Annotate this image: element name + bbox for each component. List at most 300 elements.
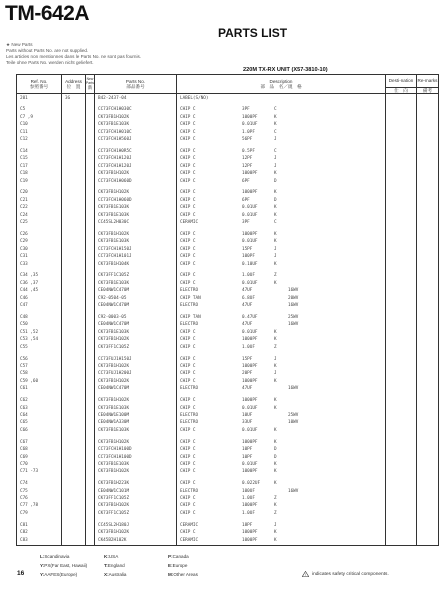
cell-address	[62, 295, 86, 302]
cell-address	[62, 344, 86, 351]
cell-parts-no: CK73FB1H102K	[95, 231, 177, 238]
cell-ref: C10	[17, 121, 62, 128]
table-row	[17, 480, 439, 487]
cell-address	[62, 461, 86, 468]
desc-val: 12PF	[242, 163, 253, 169]
desc-tol: Z	[274, 344, 277, 350]
cell-remarks	[417, 336, 439, 343]
cell-address	[62, 321, 86, 328]
cell-remarks	[417, 212, 439, 219]
cell-address	[62, 189, 86, 196]
cell-address	[62, 114, 86, 121]
desc-tol: C	[274, 148, 277, 154]
desc-tol: J	[274, 522, 277, 528]
table-row	[17, 510, 439, 517]
table-row	[17, 495, 439, 502]
desc-val: 1000PF	[242, 231, 258, 237]
cell-new	[86, 295, 95, 302]
cell-destination	[386, 148, 417, 155]
cell-description	[177, 178, 386, 185]
cell-destination	[386, 253, 417, 260]
cell-address	[62, 121, 86, 128]
desc-tol: K	[274, 405, 277, 411]
cell-address	[62, 212, 86, 219]
desc-name: CHIP TAN	[180, 295, 201, 301]
cell-parts-no: CC45SL2H030C	[95, 219, 177, 226]
cell-remarks	[417, 106, 439, 113]
cell-description	[177, 439, 386, 446]
cell-description	[177, 287, 386, 294]
desc-val: 0.5PF	[242, 148, 255, 154]
desc-name: ELECTRO	[180, 303, 199, 309]
cell-new	[86, 378, 95, 385]
cell-remarks	[417, 321, 439, 328]
cell-new	[86, 510, 95, 517]
desc-rating: 25WV	[288, 315, 299, 320]
desc-val: 1000PF	[242, 114, 258, 120]
cell-new	[86, 446, 95, 453]
desc-name: CHIP C	[180, 231, 196, 237]
cell-destination	[386, 246, 417, 253]
cell-parts-no: CK73FB1H102K	[95, 189, 177, 196]
cell-ref: C11	[17, 129, 62, 136]
cell-ref: C66	[17, 427, 62, 434]
table-row	[17, 238, 439, 245]
table-row	[17, 231, 439, 238]
unit-title: 220M TX-RX UNIT (X57-3810-10)	[243, 67, 328, 73]
desc-tol: D	[274, 454, 277, 460]
cell-destination	[386, 189, 417, 196]
desc-name: CHIP C	[180, 129, 196, 135]
desc-val: 12PF	[242, 156, 253, 162]
cell-ref: C83	[17, 537, 62, 546]
cell-parts-no: CK73FB1E103K	[95, 329, 177, 336]
cell-new	[86, 231, 95, 238]
desc-tol: K	[274, 231, 277, 237]
cell-remarks	[417, 522, 439, 529]
desc-tol: K	[274, 171, 277, 177]
desc-val: 33UF	[242, 420, 253, 426]
cell-address	[62, 280, 86, 287]
cell-destination	[386, 461, 417, 468]
cell-ref: C76	[17, 495, 62, 502]
cell-destination	[386, 314, 417, 321]
table-row	[17, 397, 439, 404]
cell-parts-no: CC73FCH1H0R5C	[95, 148, 177, 155]
desc-name: CHIP C	[180, 344, 196, 350]
cell-destination	[386, 495, 417, 502]
cell-address	[62, 439, 86, 446]
cell-parts-no: CK45B2H102K	[95, 537, 177, 546]
desc-name: CHIP C	[180, 190, 196, 196]
cell-new	[86, 336, 95, 343]
cell-ref: C21	[17, 197, 62, 204]
table-row	[17, 163, 439, 170]
cell-ref: C64	[17, 412, 62, 419]
cell-ref: C53 ,54	[17, 336, 62, 343]
cell-destination	[386, 163, 417, 170]
cell-destination	[386, 370, 417, 377]
cell-parts-no: CK73FB1E103K	[95, 427, 177, 434]
cell-ref: C20	[17, 189, 62, 196]
cell-remarks	[417, 246, 439, 253]
table-row	[17, 363, 439, 370]
desc-name: LABEL(S/NO)	[180, 95, 209, 101]
cell-new	[86, 356, 95, 363]
cell-remarks	[417, 295, 439, 302]
cell-remarks	[417, 136, 439, 143]
cell-address	[62, 129, 86, 136]
cell-ref: C44 ,45	[17, 287, 62, 294]
desc-val: 0.47UF	[242, 315, 258, 320]
cell-remarks	[417, 163, 439, 170]
cell-address	[62, 302, 86, 309]
cell-address	[62, 155, 86, 162]
desc-val: 1.0PF	[242, 129, 255, 135]
cell-address	[62, 170, 86, 177]
cell-destination	[386, 397, 417, 404]
cell-parts-no: CC73FCH1H100D	[95, 446, 177, 453]
desc-name: ELECTRO	[180, 488, 199, 494]
cell-address	[62, 468, 86, 475]
cell-new	[86, 405, 95, 412]
desc-rating: 10WV	[288, 420, 299, 426]
cell-destination	[386, 295, 417, 302]
cell-ref: C79	[17, 510, 62, 517]
cell-new	[86, 197, 95, 204]
cell-remarks	[417, 302, 439, 309]
table-row	[17, 253, 439, 260]
table-row	[17, 178, 439, 185]
desc-name: CERAMIC	[180, 538, 199, 544]
desc-name: CHIP C	[180, 137, 196, 143]
cell-parts-no: CK73FF1C105Z	[95, 495, 177, 502]
cell-parts-no: CE04NW1C470M	[95, 287, 177, 294]
cell-new	[86, 397, 95, 404]
legend-row: Y:PX(Far East, Hawaii) T:England E:Europe	[40, 563, 188, 568]
table-row	[17, 302, 439, 309]
desc-name: ELECTRO	[180, 386, 199, 392]
cell-destination	[386, 378, 417, 385]
cell-new	[86, 502, 95, 509]
cell-destination	[386, 405, 417, 412]
cell-parts-no: C92-0504-05	[95, 295, 177, 302]
desc-name: CHIP C	[180, 398, 196, 404]
desc-val: 0.01UF	[242, 212, 258, 218]
cell-description	[177, 114, 386, 121]
cell-parts-no: CK73FB1H102K	[95, 397, 177, 404]
cell-parts-no: CE04NW1C101M	[95, 488, 177, 495]
desc-rating: 16WV	[288, 303, 299, 309]
cell-destination	[386, 344, 417, 351]
cell-new	[86, 246, 95, 253]
cell-ref: C26	[17, 231, 62, 238]
page-title: PARTS LIST	[218, 26, 288, 40]
table-row	[17, 344, 439, 351]
cell-remarks	[417, 280, 439, 287]
cell-address	[62, 405, 86, 412]
cell-new	[86, 522, 95, 529]
cell-new	[86, 189, 95, 196]
cell-ref: C61	[17, 385, 62, 392]
desc-name: ELECTRO	[180, 288, 199, 294]
cell-address	[62, 197, 86, 204]
table-row	[17, 439, 439, 446]
cell-ref: C70	[17, 461, 62, 468]
cell-new	[86, 238, 95, 245]
desc-val: 1000PF	[242, 171, 258, 177]
desc-tol: K	[274, 329, 277, 335]
table-row	[17, 522, 439, 529]
cell-destination	[386, 231, 417, 238]
desc-val: 6PF	[242, 197, 250, 203]
desc-rating: 16WV	[288, 488, 299, 494]
note-line: Les articles non mentionnes dans le Parts No. ne sont pas fournis.	[6, 54, 142, 59]
cell-destination	[386, 439, 417, 446]
cell-new	[86, 363, 95, 370]
cell-remarks	[417, 94, 439, 102]
table-row	[17, 148, 439, 155]
cell-address	[62, 336, 86, 343]
cell-destination	[386, 94, 417, 102]
cell-ref: C71 -73	[17, 468, 62, 475]
cell-new	[86, 302, 95, 309]
cell-parts-no: CC73FUJ1H150J	[95, 356, 177, 363]
cell-destination	[386, 197, 417, 204]
cell-description	[177, 329, 386, 336]
table-row	[17, 155, 439, 162]
desc-val: 100PF	[242, 254, 255, 260]
desc-val: 0.01UF	[242, 239, 258, 245]
desc-tol: K	[274, 114, 277, 120]
cell-address	[62, 480, 86, 487]
cell-description	[177, 295, 386, 302]
desc-tol: Z	[274, 273, 277, 279]
cell-description	[177, 189, 386, 196]
table-row	[17, 295, 439, 302]
cell-description	[177, 427, 386, 434]
cell-remarks	[417, 495, 439, 502]
cell-destination	[386, 356, 417, 363]
cell-description	[177, 488, 386, 495]
cell-parts-no: CE04NW1C470M	[95, 385, 177, 392]
desc-tol: K	[274, 378, 277, 384]
desc-name: CHIP C	[180, 273, 196, 279]
cell-destination	[386, 114, 417, 121]
table-row	[17, 170, 439, 177]
table-row	[17, 246, 439, 253]
cell-address	[62, 163, 86, 170]
cell-destination	[386, 261, 417, 268]
table-row	[17, 121, 439, 128]
cell-new	[86, 178, 95, 185]
desc-val: 0.01UF	[242, 405, 258, 411]
desc-val: 47UF	[242, 386, 253, 392]
desc-val: 1000PF	[242, 538, 258, 544]
cell-new	[86, 280, 95, 287]
cell-parts-no: CK73FB1H102K	[95, 114, 177, 121]
cell-address	[62, 495, 86, 502]
cell-description	[177, 344, 386, 351]
desc-tol: K	[274, 481, 277, 487]
cell-remarks	[417, 488, 439, 495]
cell-address	[62, 419, 86, 426]
cell-address	[62, 178, 86, 185]
desc-name: CHIP C	[180, 197, 196, 203]
desc-val: 3PF	[242, 220, 250, 226]
desc-name: CHIP C	[180, 363, 196, 369]
table-row	[17, 272, 439, 279]
cell-destination	[386, 287, 417, 294]
cell-description	[177, 495, 386, 502]
cell-description	[177, 261, 386, 268]
cell-new	[86, 453, 95, 460]
cell-remarks	[417, 155, 439, 162]
cell-address	[62, 453, 86, 460]
table-row	[17, 419, 439, 426]
cell-parts-no: CK73FB1H102K	[95, 336, 177, 343]
cell-destination	[386, 302, 417, 309]
svg-text:!: !	[305, 573, 306, 577]
cell-ref: C77 ,78	[17, 502, 62, 509]
header-parts-no: Parts No. 部品番号	[95, 75, 177, 94]
desc-tol: D	[274, 178, 277, 184]
cell-description	[177, 121, 386, 128]
desc-name: CHIP C	[180, 405, 196, 411]
cell-destination	[386, 178, 417, 185]
table-row	[17, 427, 439, 434]
cell-new	[86, 148, 95, 155]
cell-ref: C62	[17, 397, 62, 404]
cell-remarks	[417, 439, 439, 446]
cell-new	[86, 385, 95, 392]
desc-val: 1000PF	[242, 190, 258, 196]
cell-description	[177, 336, 386, 343]
desc-name: ELECTRO	[180, 420, 199, 426]
cell-ref: C33	[17, 261, 62, 268]
cell-remarks	[417, 272, 439, 279]
cell-remarks	[417, 314, 439, 321]
cell-description	[177, 397, 386, 404]
cell-ref: C82	[17, 529, 62, 536]
table-row	[17, 488, 439, 495]
cell-destination	[386, 363, 417, 370]
cell-new	[86, 170, 95, 177]
cell-parts-no: CE04NW1C470M	[95, 302, 177, 309]
desc-val: 0.01UF	[242, 205, 258, 211]
desc-val: 1000PF	[242, 337, 258, 343]
cell-description	[177, 136, 386, 143]
cell-parts-no: CC73FUJ1H200J	[95, 370, 177, 377]
desc-val: 47UF	[242, 288, 253, 294]
cell-address	[62, 397, 86, 404]
legend-row: L:Scandinavia K:USA P:Canada	[40, 554, 189, 559]
header-destination-jp: 仕 向	[386, 88, 417, 94]
cell-ref: C15	[17, 155, 62, 162]
desc-name: CHIP C	[180, 469, 196, 475]
desc-tol: D	[274, 197, 277, 203]
desc-val: 20PF	[242, 371, 253, 377]
cell-parts-no: CC73FCH1H150J	[95, 246, 177, 253]
cell-ref: 201	[17, 94, 62, 102]
note-line: Teile ohne Parts No. werden nicht geliefert.	[6, 60, 94, 65]
cell-description	[177, 314, 386, 321]
cell-new	[86, 204, 95, 211]
desc-name: CHIP C	[180, 371, 196, 377]
desc-val: 47UF	[242, 322, 253, 328]
desc-name: CHIP C	[180, 163, 196, 169]
table-row	[17, 529, 439, 536]
cell-destination	[386, 219, 417, 226]
desc-val: 15PF	[242, 356, 253, 362]
cell-parts-no: CK73FB1E103K	[95, 212, 177, 219]
cell-destination	[386, 155, 417, 162]
cell-parts-no: CK73FB1H102K	[95, 378, 177, 385]
cell-parts-no: CK73FB1E103K	[95, 238, 177, 245]
desc-name: CHIP C	[180, 212, 196, 218]
cell-ref: C18	[17, 170, 62, 177]
desc-name: CHIP C	[180, 439, 196, 445]
cell-destination	[386, 272, 417, 279]
desc-tol: K	[274, 261, 277, 267]
cell-ref: C69	[17, 453, 62, 460]
cell-description	[177, 405, 386, 412]
cell-destination	[386, 419, 417, 426]
table-row	[17, 219, 439, 226]
desc-tol: J	[274, 137, 277, 143]
cell-ref: C57	[17, 363, 62, 370]
desc-tol: K	[274, 461, 277, 467]
cell-destination	[386, 522, 417, 529]
desc-tol: K	[274, 469, 277, 475]
cell-parts-no: CC73FCH1H010C	[95, 129, 177, 136]
desc-val: 1000PF	[242, 503, 258, 509]
desc-name: CERAMIC	[180, 220, 199, 226]
table-row	[17, 412, 439, 419]
desc-tol: C	[274, 220, 277, 226]
cell-parts-no: CC73FCH1H560J	[95, 136, 177, 143]
cell-remarks	[417, 502, 439, 509]
table-row	[17, 502, 439, 509]
safety-note: ! indicates safety critical components.	[302, 571, 389, 577]
cell-address	[62, 287, 86, 294]
cell-parts-no: CC73FCH1H101J	[95, 253, 177, 260]
note-line: ★ New Parts	[6, 42, 33, 47]
cell-destination	[386, 121, 417, 128]
cell-new	[86, 163, 95, 170]
cell-destination	[386, 329, 417, 336]
cell-ref: C30	[17, 246, 62, 253]
table-row	[17, 537, 439, 546]
cell-parts-no: CK73FB1H102K	[95, 529, 177, 536]
table-row	[17, 405, 439, 412]
cell-description	[177, 510, 386, 517]
cell-ref: C34 ,35	[17, 272, 62, 279]
cell-address	[62, 106, 86, 113]
desc-val: 0.01UF	[242, 280, 258, 286]
desc-name: CHIP C	[180, 481, 196, 487]
table-row	[17, 114, 439, 121]
desc-name: CHIP C	[180, 337, 196, 343]
desc-name: CHIP C	[180, 254, 196, 260]
cell-description	[177, 537, 386, 546]
notes-block	[6, 42, 306, 66]
cell-parts-no: CK73FB1E103K	[95, 461, 177, 468]
desc-val: 10PF	[242, 454, 253, 460]
cell-description	[177, 370, 386, 377]
header-new-parts: New Parts 新	[86, 75, 95, 94]
desc-val: 1000PF	[242, 469, 258, 475]
